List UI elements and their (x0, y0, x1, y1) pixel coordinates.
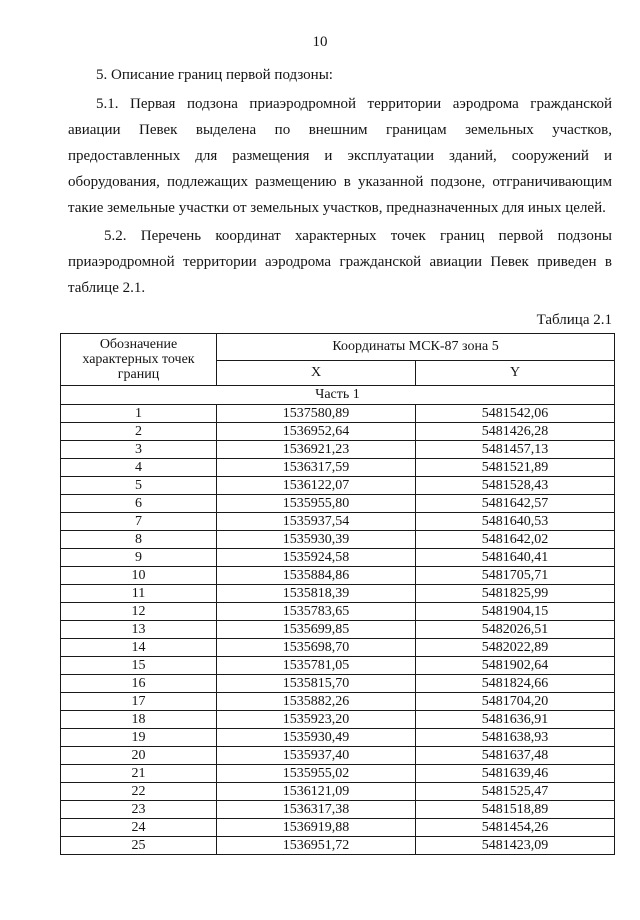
x-coordinate-cell: 1535781,05 (217, 657, 416, 675)
point-number-cell: 11 (61, 585, 217, 603)
table-row (61, 639, 615, 657)
point-number-cell: 25 (61, 837, 217, 855)
header-line: границ (117, 367, 160, 382)
table-row (61, 729, 615, 747)
point-number-cell: 13 (61, 621, 217, 639)
y-coordinate-cell: 5481423,09 (416, 837, 615, 855)
y-coordinate-cell: 5482026,51 (416, 621, 615, 639)
y-coordinate-cell: 5481454,26 (416, 819, 615, 837)
x-coordinate-cell: 1536317,59 (217, 459, 416, 477)
point-number-cell: 24 (61, 819, 217, 837)
y-coordinate-cell: 5481704,20 (416, 693, 615, 711)
y-coordinate-cell: 5481525,47 (416, 783, 615, 801)
x-coordinate-cell: 1535783,65 (217, 603, 416, 621)
table-body (61, 405, 615, 855)
table-row (61, 657, 615, 675)
y-coordinate-cell: 5481528,43 (416, 477, 615, 495)
table-row (61, 837, 615, 855)
table-row (61, 783, 615, 801)
y-coordinate-cell: 5481639,46 (416, 765, 615, 783)
y-coordinate-cell: 5481518,89 (416, 801, 615, 819)
table-row (61, 495, 615, 513)
y-coordinate-cell: 5481638,93 (416, 729, 615, 747)
paragraph-line: такие земельные участки от земельных участков, предназначенных для иных целей. (68, 200, 606, 216)
y-coordinate-cell: 5481457,13 (416, 441, 615, 459)
section-heading: 5. Описание границ первой подзоны: (96, 67, 333, 83)
y-coordinate-cell: 5481636,91 (416, 711, 615, 729)
y-coordinate-cell: 5481904,15 (416, 603, 615, 621)
table-row (61, 747, 615, 765)
table-header (61, 334, 615, 386)
x-coordinate-cell: 1536122,07 (217, 477, 416, 495)
point-number-cell: 15 (61, 657, 217, 675)
y-coordinate-cell: 5481642,57 (416, 495, 615, 513)
x-column-header: X (217, 361, 416, 386)
table-row (61, 513, 615, 531)
table-row (61, 477, 615, 495)
x-coordinate-cell: 1535699,85 (217, 621, 416, 639)
table-row (61, 585, 615, 603)
point-number-cell: 5 (61, 477, 217, 495)
page-number: 10 (312, 34, 328, 50)
y-column-header: Y (416, 361, 615, 386)
y-coordinate-cell: 5481640,53 (416, 513, 615, 531)
table-row (61, 405, 615, 423)
paragraph-line: 5.1. Первая подзона приаэродромной территории аэродрома гражданской (96, 96, 612, 112)
point-number-cell: 19 (61, 729, 217, 747)
table-caption: Таблица 2.1 (536, 312, 612, 328)
point-number-cell: 4 (61, 459, 217, 477)
table-row (61, 819, 615, 837)
table-row (61, 603, 615, 621)
x-coordinate-cell: 1536952,64 (217, 423, 416, 441)
y-coordinate-cell: 5482022,89 (416, 639, 615, 657)
x-coordinate-cell: 1535930,49 (217, 729, 416, 747)
x-coordinate-cell: 1535818,39 (217, 585, 416, 603)
table-row (61, 531, 615, 549)
x-coordinate-cell: 1535698,70 (217, 639, 416, 657)
paragraph-line: авиации Певек выделена по внешним границам земельных участков, (68, 122, 612, 138)
table-row (61, 567, 615, 585)
header-line: Обозначение (99, 337, 178, 352)
paragraph-5-2 (68, 223, 612, 301)
table-row (61, 693, 615, 711)
y-coordinate-cell: 5481521,89 (416, 459, 615, 477)
paragraph-line: 5.2. Перечень координат характерных точек границ первой подзоны (104, 228, 612, 244)
point-number-cell: 16 (61, 675, 217, 693)
y-coordinate-cell: 5481902,64 (416, 657, 615, 675)
x-coordinate-cell: 1537580,89 (217, 405, 416, 423)
paragraph-line: таблице 2.1. (68, 280, 146, 296)
point-number-cell: 8 (61, 531, 217, 549)
header-row (61, 334, 615, 361)
point-number-cell: 10 (61, 567, 217, 585)
point-designation-header (61, 334, 217, 386)
point-number-cell: 21 (61, 765, 217, 783)
x-coordinate-cell: 1535937,54 (217, 513, 416, 531)
table-row (61, 711, 615, 729)
table-row (61, 459, 615, 477)
paragraph-line: приаэродромной территории аэродрома гражданской авиации Певек приведен в (68, 254, 612, 270)
point-number-cell: 17 (61, 693, 217, 711)
part-row (61, 386, 615, 405)
x-coordinate-cell: 1535884,86 (217, 567, 416, 585)
point-number-cell: 9 (61, 549, 217, 567)
y-coordinate-cell: 5481705,71 (416, 567, 615, 585)
y-coordinate-cell: 5481426,28 (416, 423, 615, 441)
y-coordinate-cell: 5481637,48 (416, 747, 615, 765)
point-number-cell: 2 (61, 423, 217, 441)
x-coordinate-cell: 1535923,20 (217, 711, 416, 729)
header-line: характерных точек (82, 352, 195, 367)
x-coordinate-cell: 1535882,26 (217, 693, 416, 711)
table-row (61, 423, 615, 441)
x-coordinate-cell: 1536121,09 (217, 783, 416, 801)
y-coordinate-cell: 5481642,02 (416, 531, 615, 549)
x-coordinate-cell: 1536919,88 (217, 819, 416, 837)
point-number-cell: 7 (61, 513, 217, 531)
x-coordinate-cell: 1535955,80 (217, 495, 416, 513)
x-coordinate-cell: 1535924,58 (217, 549, 416, 567)
point-number-cell: 12 (61, 603, 217, 621)
point-number-cell: 18 (61, 711, 217, 729)
y-coordinate-cell: 5481824,66 (416, 675, 615, 693)
point-number-cell: 23 (61, 801, 217, 819)
x-coordinate-cell: 1535937,40 (217, 747, 416, 765)
point-number-cell: 1 (61, 405, 217, 423)
table-row (61, 675, 615, 693)
point-number-cell: 20 (61, 747, 217, 765)
part-section (61, 386, 615, 405)
coordinates-system-header: Координаты МСК-87 зона 5 (217, 334, 615, 361)
paragraph-line: предоставленных для размещения и эксплуатации зданий, сооружений и (68, 148, 612, 164)
paragraph-5-1 (68, 91, 612, 221)
table-row (61, 621, 615, 639)
point-number-cell: 6 (61, 495, 217, 513)
y-coordinate-cell: 5481825,99 (416, 585, 615, 603)
table-row (61, 549, 615, 567)
x-coordinate-cell: 1536921,23 (217, 441, 416, 459)
table-row (61, 765, 615, 783)
x-coordinate-cell: 1535930,39 (217, 531, 416, 549)
coordinates-table (60, 333, 615, 855)
point-number-cell: 14 (61, 639, 217, 657)
table-row (61, 801, 615, 819)
x-coordinate-cell: 1535955,02 (217, 765, 416, 783)
table-row (61, 441, 615, 459)
part-label: Часть 1 (61, 386, 615, 405)
point-number-cell: 22 (61, 783, 217, 801)
x-coordinate-cell: 1536317,38 (217, 801, 416, 819)
y-coordinate-cell: 5481542,06 (416, 405, 615, 423)
paragraph-line: оборудования, подлежащих размещению в указанной подзоне, отграничивающим (68, 174, 612, 190)
y-coordinate-cell: 5481640,41 (416, 549, 615, 567)
x-coordinate-cell: 1535815,70 (217, 675, 416, 693)
point-number-cell: 3 (61, 441, 217, 459)
x-coordinate-cell: 1536951,72 (217, 837, 416, 855)
